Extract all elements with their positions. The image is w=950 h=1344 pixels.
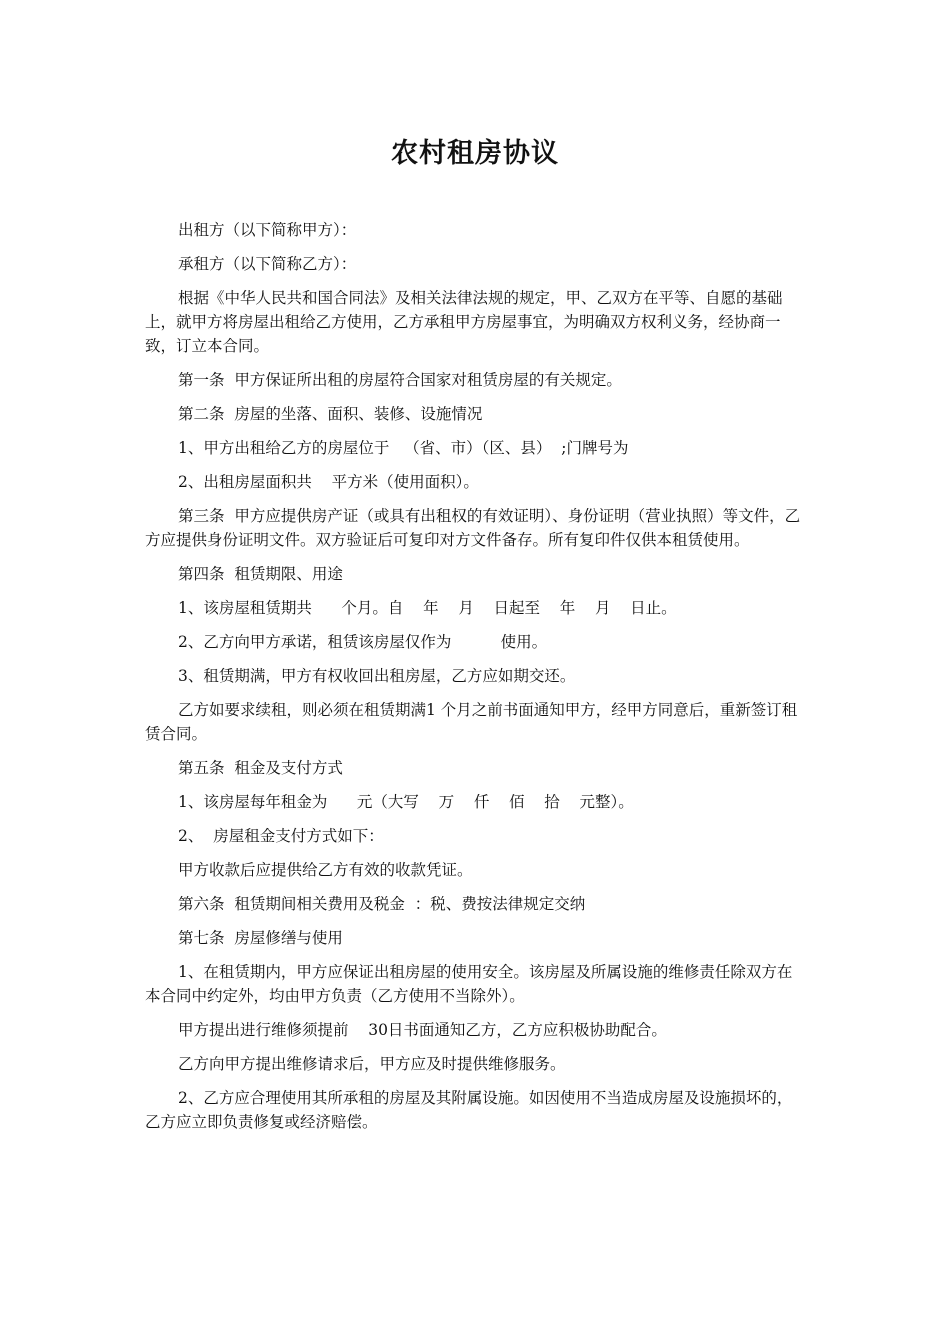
paragraph-article-6: 第六条 租赁期间相关费用及税金 ：税、费按法律规定交纳 — [178, 895, 586, 913]
document-body — [145, 218, 805, 1144]
paragraph-article-3: 第三条 甲方应提供房产证（或具有出租权的有效证明）、身份证明（营业执照）等文件，乙方应提供身份证明文件。双方验证后可复印对方文件备存。所有复印件仅供本租赁使用。 — [145, 507, 801, 549]
paragraph-repair-service: 乙方向甲方提出维修请求后，甲方应及时提供维修服务。 — [178, 1055, 566, 1073]
paragraph-article-7-item-2: 2、乙方应合理使用其所承租的房屋及其附属设施。如因使用不当造成房屋及设施损坏的，乙方应立即负责修复或经济赔偿。 — [145, 1089, 793, 1131]
paragraph-article-5-item-1: 1、该房屋每年租金为 元（大写 万 仟 佰 拾 元整）。 — [178, 793, 634, 811]
paragraph-article-5-item-2: 2、 房屋租金支付方式如下： — [178, 827, 384, 845]
paragraph-renewal: 乙方如要求续租，则必须在租赁期满1 个月之前书面通知甲方，经甲方同意后，重新签订租赁合同。 — [145, 701, 798, 743]
paragraph-article-5: 第五条 租金及支付方式 — [178, 759, 343, 777]
paragraph-lessee: 承租方（以下简称乙方）： — [178, 255, 357, 273]
paragraph-lessor: 出租方（以下简称甲方）： — [178, 221, 357, 239]
paragraph-receipt: 甲方收款后应提供给乙方有效的收款凭证。 — [178, 861, 473, 879]
paragraph-article-1: 第一条 甲方保证所出租的房屋符合国家对租赁房屋的有关规定。 — [178, 371, 622, 389]
paragraph-article-4-item-3: 3、租赁期满，甲方有权收回出租房屋，乙方应如期交还。 — [178, 667, 576, 685]
paragraph-preamble: 根据《中华人民共和国合同法》及相关法律法规的规定，甲、乙双方在平等、自愿的基础上，就甲方将房屋出租给乙方使用，乙方承租甲方房屋事宜，为明确双方权利义务，经协商一致，订立本合同。 — [145, 289, 783, 355]
paragraph-article-4: 第四条 租赁期限、用途 — [178, 565, 343, 583]
paragraph-article-2: 第二条 房屋的坐落、面积、装修、设施情况 — [178, 405, 483, 423]
paragraph-article-7: 第七条 房屋修缮与使用 — [178, 929, 343, 947]
paragraph-article-4-item-2: 2、乙方向甲方承诺，租赁该房屋仅作为 使用。 — [178, 633, 548, 651]
document-title: 农村租房协议 — [391, 138, 559, 169]
paragraph-repair-notice: 甲方提出进行维修须提前 30日书面通知乙方，乙方应积极协助配合。 — [178, 1021, 667, 1039]
paragraph-article-2-item-2: 2、出租房屋面积共 平方米（使用面积）。 — [178, 473, 479, 491]
paragraph-article-4-item-1: 1、该房屋租赁期共 个月。自 年 月 日起至 年 月 日止。 — [178, 599, 677, 617]
paragraph-article-2-item-1: 1、甲方出租给乙方的房屋位于 （省、市）（区、县） ;门牌号为 — [178, 439, 629, 457]
paragraph-article-7-item-1: 1、在租赁期内，甲方应保证出租房屋的使用安全。该房屋及所属设施的维修责任除双方在本合同中约定外，均由甲方负责（乙方使用不当除外）。 — [145, 963, 793, 1005]
